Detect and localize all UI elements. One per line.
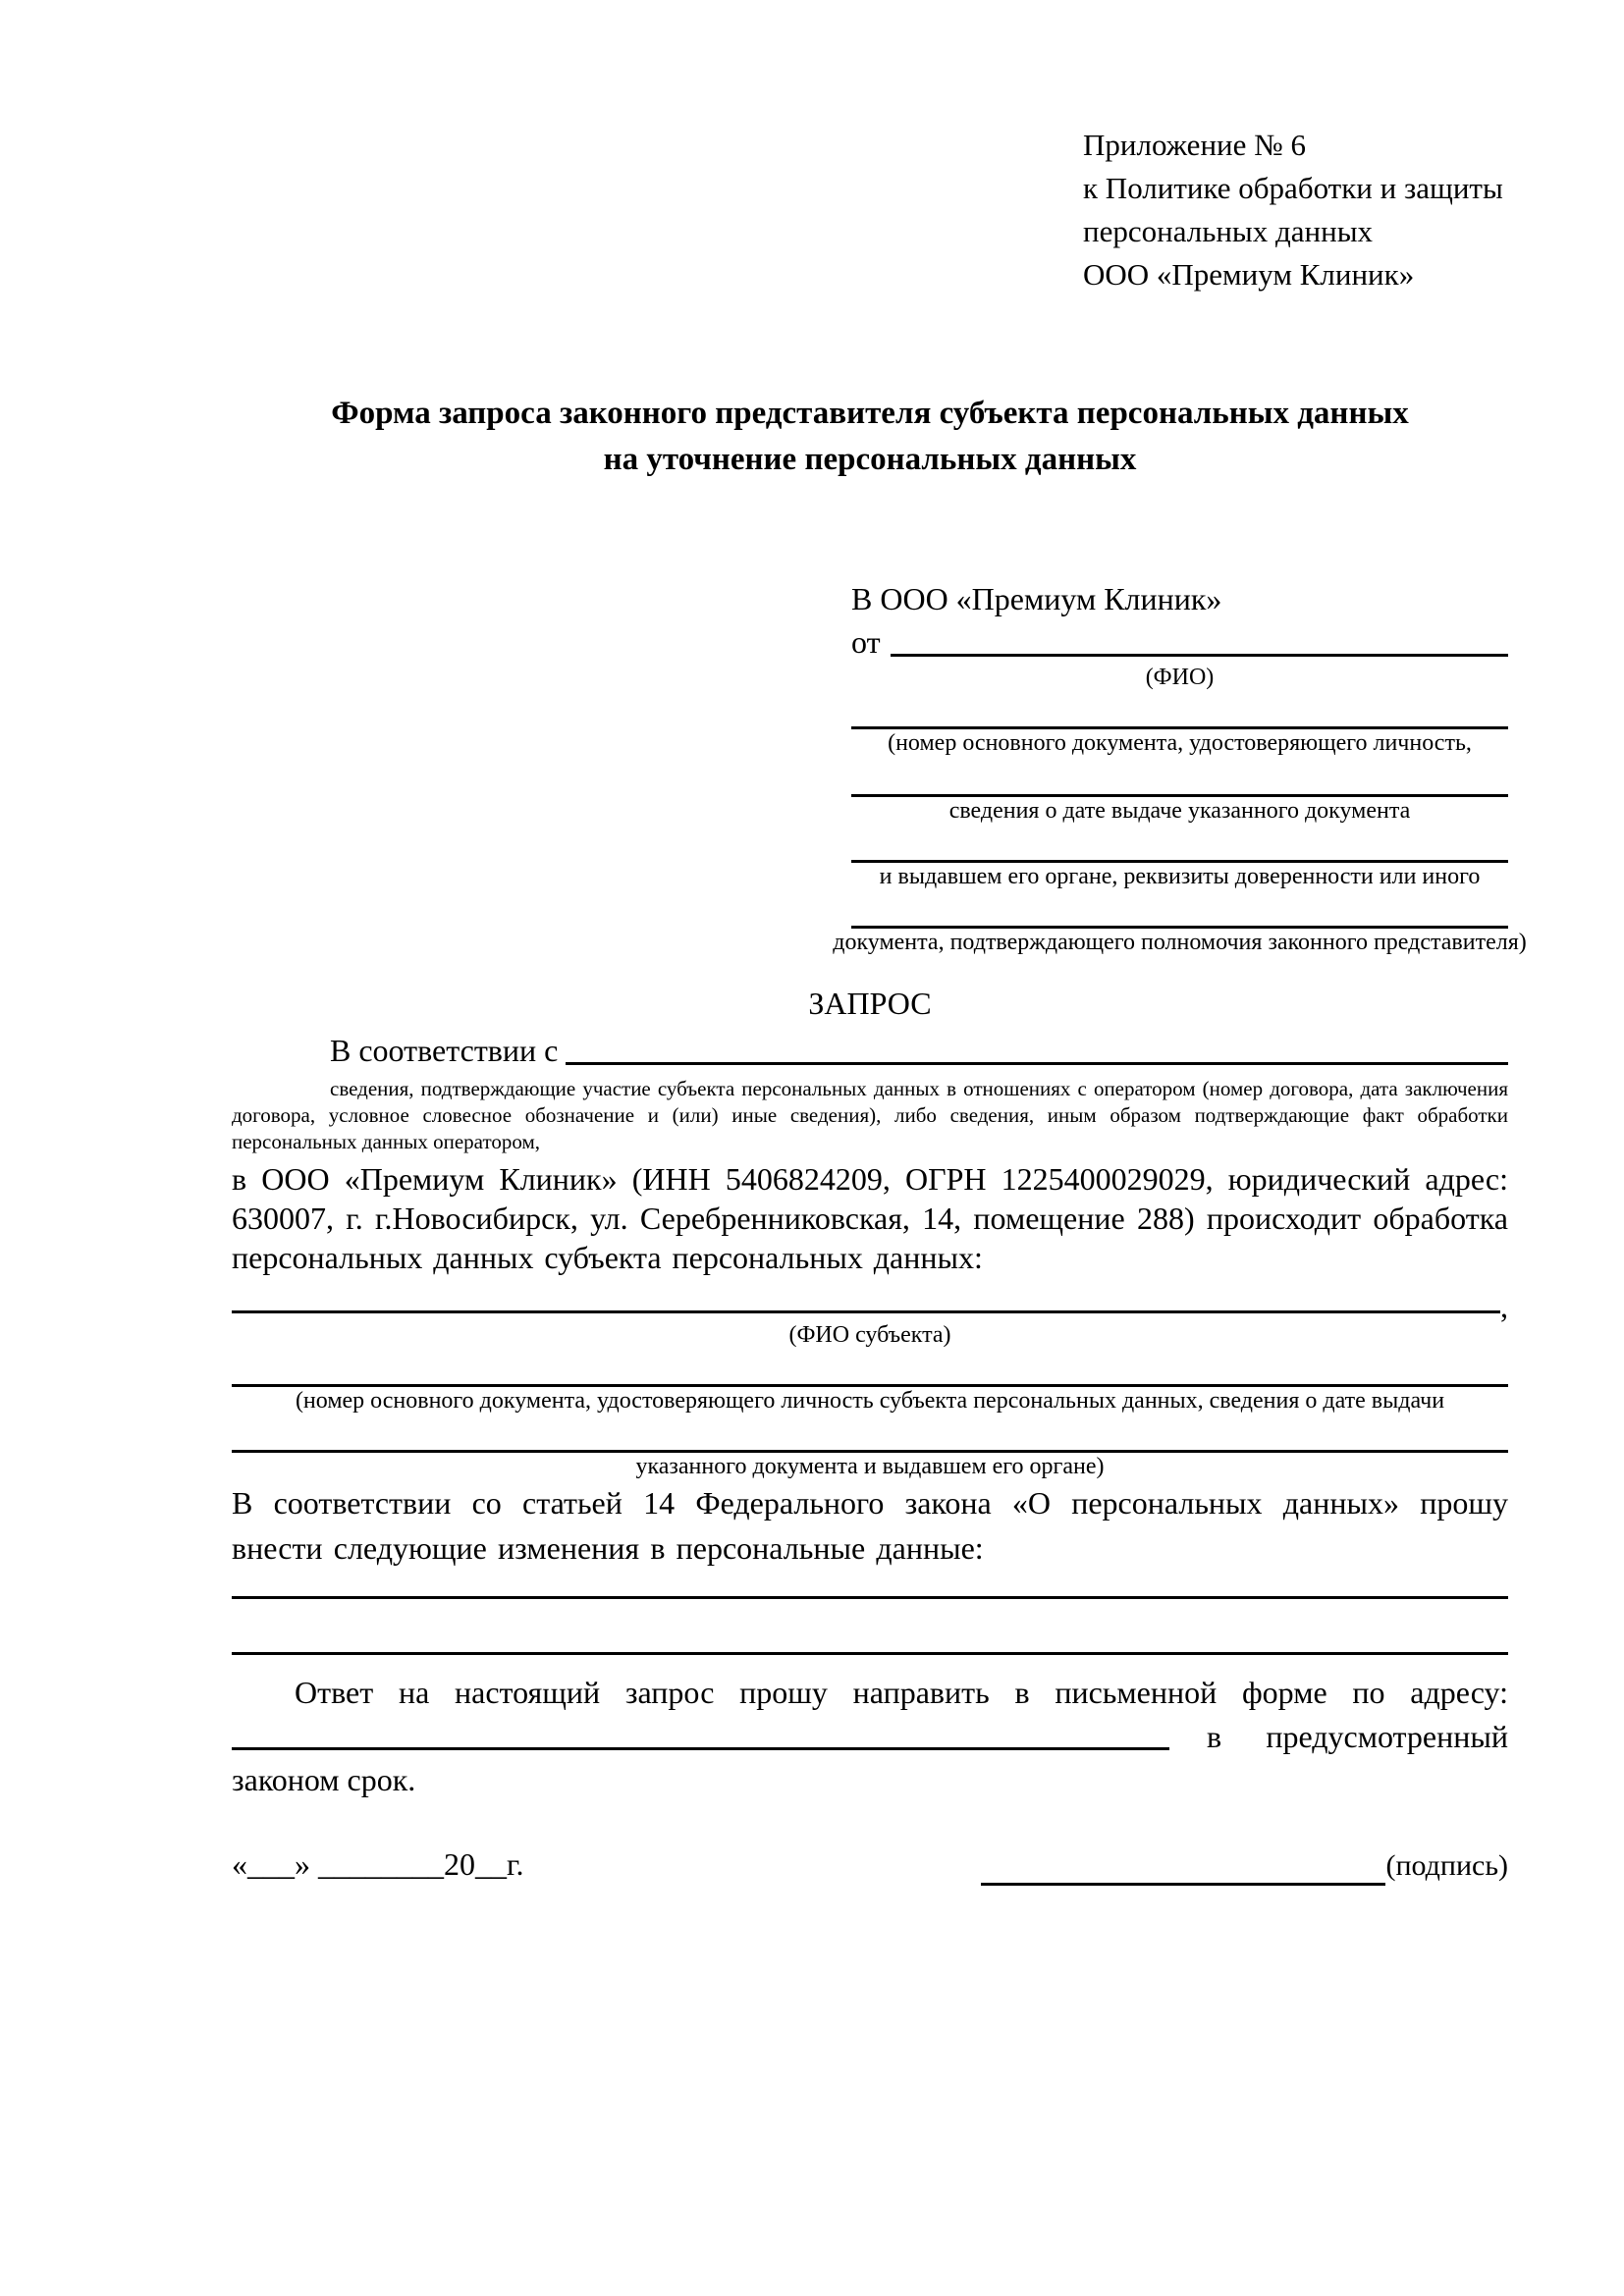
appendix-header-line: персональных данных: [1083, 214, 1374, 248]
appendix-header-line: к Политике обработки и защиты: [1083, 171, 1503, 205]
addressee-block: [833, 577, 1527, 956]
form-title-line-2: на уточнение персональных данных: [603, 442, 1137, 477]
operator-paragraph: в ООО «Премиум Клиник» (ИНН 5406824209, ОГРН 1225400029029, юридический адрес: 630007, г. г.Новосибирск, ул. Серебренниковская, 14, помещение 288) происходит обработка персональных данных субъекта персональных данных:: [232, 1161, 1508, 1275]
representative-fio-line: [891, 620, 1508, 657]
appendix-header: [1083, 124, 1508, 296]
subject-doc-line-2: [232, 1415, 1508, 1453]
trailing-comma: ,: [1500, 1289, 1508, 1324]
subject-fio-row: [232, 1277, 1508, 1324]
appendix-header-line: ООО «Премиум Клиник»: [1083, 257, 1415, 292]
representative-doc-caption-2: сведения о дате выдаче указанного документа: [948, 798, 1411, 824]
form-title-line-1: Форма запроса законного представителя субъекта персональных данных: [331, 396, 1409, 431]
signature-line: [981, 1849, 1385, 1886]
from-label: от: [851, 624, 881, 660]
representative-doc-line-2: [851, 757, 1508, 797]
subject-doc-line-1: [232, 1349, 1508, 1387]
subject-fio-caption: (ФИО субъекта): [788, 1322, 951, 1348]
representative-doc-caption-1: (номер основного документа, удостоверяющего личность,: [888, 730, 1472, 756]
answer-word-v: в: [1207, 1719, 1222, 1754]
law-paragraph: В соответствии со статьей 14 Федерального закона «О персональных данных» прошу внести следующие изменения в персональные данные:: [232, 1485, 1508, 1566]
representative-doc-line-3: [851, 825, 1508, 863]
appendix-header-line: Приложение № 6: [1083, 128, 1306, 162]
subject-fio-line: [232, 1277, 1500, 1313]
date-line: «___» ________20__г.: [232, 1846, 524, 1882]
representative-doc-caption-3: и выдавшем его органе, реквизиты доверенности или иного: [879, 864, 1481, 889]
signature-caption: (подпись): [1385, 1849, 1508, 1882]
signature-part: [981, 1846, 1508, 1886]
subject-doc-caption-2: указанного документа и выдавшем его органе): [635, 1454, 1105, 1479]
answer-block: [232, 1671, 1508, 1801]
answer-sentence: Ответ на настоящий запрос прошу направить в письменной форме по адресу:: [295, 1675, 1508, 1710]
subject-doc-caption-1: (номер основного документа, удостоверяющего личность субъекта персональных данных, сведения о дате выдачи: [295, 1388, 1445, 1414]
changes-input-line-2: [232, 1599, 1508, 1655]
representative-doc-line-1: [851, 691, 1508, 729]
answer-sentence-end: законом срок.: [232, 1762, 416, 1797]
representative-doc-line-4: [851, 890, 1508, 929]
answer-address-row: [232, 1714, 1508, 1758]
intro-label: В соответствии с: [330, 1033, 559, 1068]
changes-input-line-1: [232, 1571, 1508, 1599]
intro-row: [232, 1029, 1508, 1072]
request-heading: ЗАПРОС: [808, 986, 932, 1021]
date-signature-row: [232, 1842, 1508, 1886]
answer-word-predusmotrenny: предусмотренный: [1266, 1719, 1508, 1754]
from-row: [851, 620, 1508, 664]
fio-caption: (ФИО): [1145, 665, 1215, 690]
basis-input-line: [566, 1029, 1508, 1065]
form-title: [232, 391, 1508, 483]
representative-doc-caption-4: документа, подтверждающего полномочия законного представителя): [833, 930, 1527, 955]
address-input-line: [232, 1714, 1169, 1750]
intro-footnote: сведения, подтверждающие участие субъекта персональных данных в отношениях с оператором (номер договора, дата заключения договора, условное словесное обозначение и (или) иные сведения), либо сведения, иным образом подтверждающие факт обработки персональных данных оператором,: [232, 1077, 1508, 1153]
addressee-organization: В ООО «Премиум Клиник»: [851, 581, 1222, 616]
document-content: [232, 0, 1527, 1886]
